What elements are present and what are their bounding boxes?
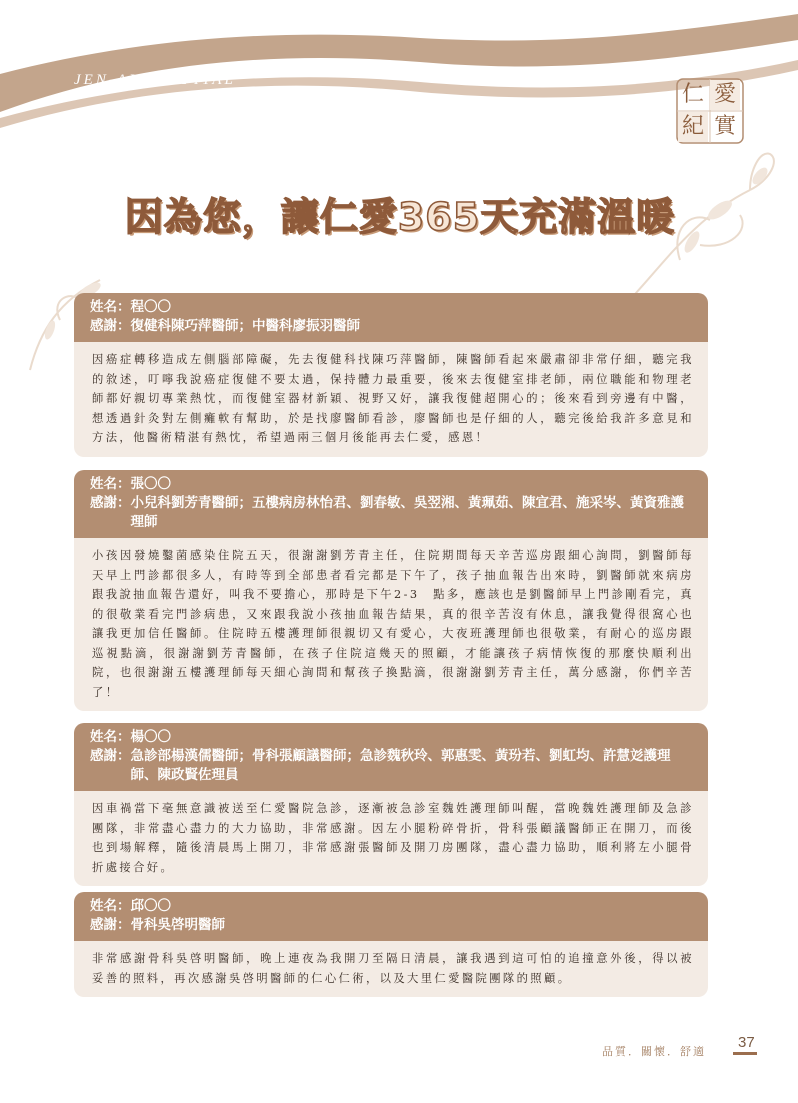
badge-char: 仁: [681, 82, 704, 107]
thanks-label: 感謝：: [90, 917, 131, 933]
name-label: 姓名：: [90, 476, 131, 492]
testimonial-text: 因癌症轉移造成左側腦部障礙，先去復健科找陳巧萍醫師，陳醫師看起來嚴肅卻非常仔細，聽完我的敘述，叮嚀我說癌症復健不要太過，保持體力最重要，後來去復健室排老師，兩位職能和物理老師都好親切專業熱忱，而復健室器材新穎、視野又好，讓我復健超開心的；後來看到旁邊有中醫，想透過針灸對左側癱軟有幫助，於是找廖醫師看診，廖醫師也是仔細的人，聽完後給我許多意見和方法，他醫術精湛有熱忱，希望過兩三個月後能再去仁愛，感恩！: [74, 342, 708, 457]
card-header: [74, 892, 708, 941]
page-number-rule: [733, 1052, 757, 1055]
name-label: 姓名：: [90, 299, 131, 315]
patient-name: 邱〇〇: [130, 898, 171, 914]
thanks-label: 感謝：: [90, 495, 131, 511]
thanks-recipients: 小兒科劉芳青醫師；五樓病房林怡君、劉春敏、吳翌湘、黃珮茹、陳宜君、施采岑、黃資雅護理師: [130, 495, 684, 530]
card-header: [74, 470, 708, 538]
thanks-label: 感謝：: [90, 318, 131, 334]
testimonial-text: 小孩因發燒鑿菌感染住院五天，很謝謝劉芳青主任，住院期間每天辛苦巡房跟細心詢問，劉醫師每天早上門診都很多人，有時等到全部患者看完都是下午了，孩子抽血報告出來時，劉醫師就來病房跟我說抽血報告還好，叫我不要擔心，那時是下午2-3 點多，應該也是劉醫師早上門診剛看完，真的很敬業看完門診病患，又來跟我說小孩抽血報告結果，真的很辛苦沒有休息，讓我覺得很窩心也讓我更加信任醫師。住院時五樓護理師很親切又有愛心，大夜班護理師也很敬業，有耐心的巡房跟巡視點滴，很謝謝劉芳青醫師，在孩子住院這幾天的照顧，才能讓孩子病情恢復的那麼快順利出院，也很謝謝五樓護理師每天細心詢問和幫孩子換點滴，很謝謝劉芳青主任，萬分感謝，你們辛苦了！: [74, 538, 708, 711]
thanks-recipients: 急診部楊漢儒醫師；骨科張顧議醫師；急診魏秋玲、郭惠雯、黃玢若、劉虹均、許慧彣護理師、陳政賢佐理員: [130, 748, 671, 783]
badge-char: 實: [713, 114, 736, 139]
testimonial-text: 因車禍當下毫無意識被送至仁愛醫院急診，逐漸被急診室魏姓護理師叫醒，當晚魏姓護理師及急診團隊，非常盡心盡力的大力協助，非常感謝。因左小腿粉碎骨折，骨科張顧議醫師正在開刀，而後也到場解釋，隨後清晨馬上開刀，非常感謝張醫師及開刀房團隊，盡心盡力協助，順利將左小腿骨折處接合好。: [74, 791, 708, 886]
card-header: [74, 293, 708, 342]
name-label: 姓名：: [90, 898, 131, 914]
testimonial-card: [74, 470, 708, 711]
page-number: 37: [738, 1034, 755, 1051]
column-badge: [676, 78, 746, 142]
hospital-name: JEN-AI HOSPITAL: [74, 72, 236, 88]
footer-tagline: 品質．關懷．舒適: [602, 1045, 706, 1058]
patient-name: 張〇〇: [130, 476, 171, 492]
page-title: 因為您，讓仁愛365天充滿溫暖: [124, 195, 676, 239]
thanks-recipients: 骨科吳啓明醫師: [130, 917, 225, 933]
testimonial-card: [74, 723, 708, 886]
testimonial-card: [74, 892, 708, 997]
patient-name: 程〇〇: [130, 299, 171, 315]
card-header: [74, 723, 708, 791]
name-label: 姓名：: [90, 729, 131, 745]
badge-char: 紀: [678, 112, 708, 142]
patient-name: 楊〇〇: [130, 729, 171, 745]
thanks-label: 感謝：: [90, 748, 131, 764]
thanks-recipients: 復健科陳巧萍醫師；中醫科廖振羽醫師: [130, 318, 360, 334]
testimonial-text: 非常感謝骨科吳啓明醫師，晚上連夜為我開刀至隔日清晨，讓我遇到這可怕的追撞意外後，得以被妥善的照料，再次感謝吳啓明醫師的仁心仁術，以及大里仁愛醫院團隊的照顧。: [74, 941, 708, 997]
badge-char: 愛: [710, 80, 740, 110]
testimonial-card: [74, 293, 708, 457]
